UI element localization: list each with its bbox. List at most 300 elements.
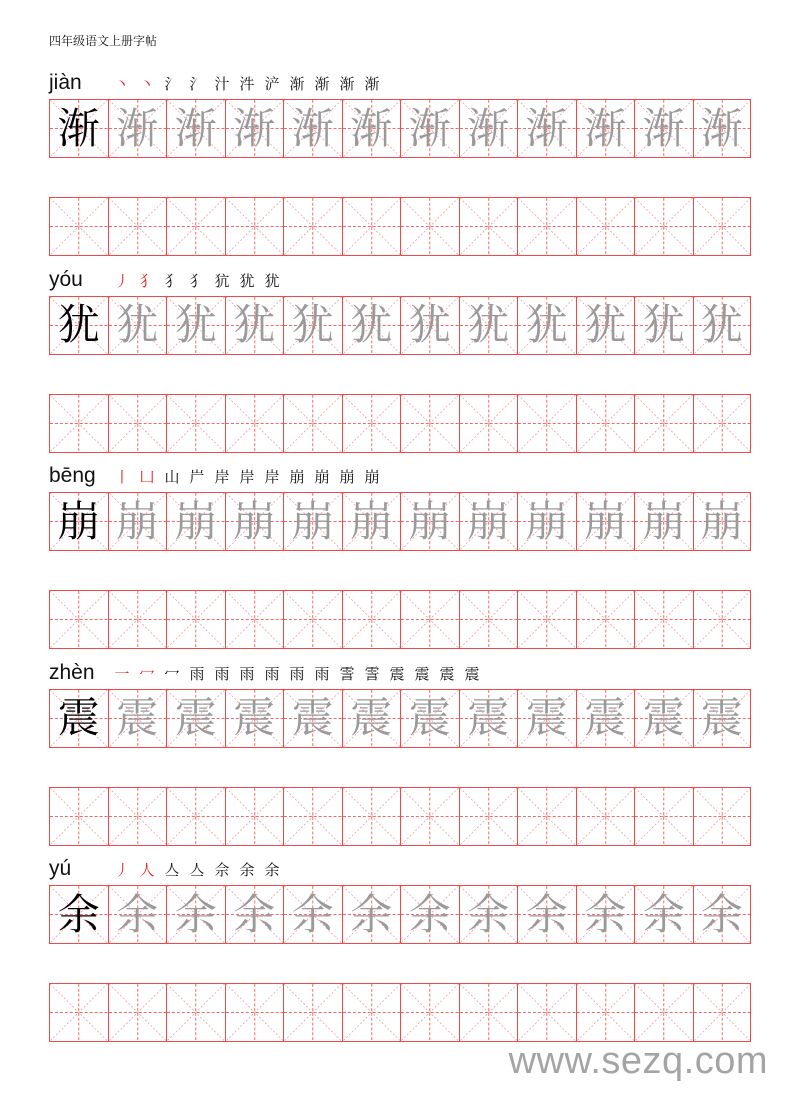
mi-grid-guide	[226, 984, 284, 1041]
grid-cell	[49, 297, 108, 354]
empty-grid-cell	[634, 395, 693, 452]
mi-grid-guide	[109, 395, 167, 452]
stroke-sequence	[111, 859, 283, 881]
practice-grid-row	[49, 590, 751, 649]
mi-grid-guide	[343, 788, 401, 845]
trace-character: 犹	[642, 300, 685, 349]
empty-grid-cell	[342, 984, 401, 1041]
grid-cell	[49, 886, 108, 943]
stroke-step: 氵	[189, 75, 205, 93]
grid-cell	[693, 100, 752, 157]
trace-character: 犹	[467, 300, 510, 349]
grid-cell	[49, 690, 108, 747]
stroke-step: 霅	[339, 664, 355, 683]
grid-cell	[693, 690, 752, 747]
tracing-grid-row	[49, 885, 751, 944]
stroke-step: 犺	[214, 271, 230, 290]
trace-character: 犹	[291, 300, 334, 349]
empty-grid-cell	[166, 395, 225, 452]
empty-grid-cell	[283, 788, 342, 845]
stroke-step: 余	[239, 861, 255, 879]
trace-character: 崩	[116, 496, 159, 546]
tracing-grid-row	[49, 99, 751, 158]
empty-grid-cell	[108, 395, 167, 452]
mi-grid-guide	[401, 984, 459, 1041]
trace-character: 崩	[525, 496, 568, 546]
stroke-order-line	[49, 65, 383, 95]
trace-character: 犹	[233, 300, 276, 349]
grid-cell	[225, 297, 284, 354]
mi-grid-guide	[577, 198, 635, 255]
stroke-step: 崩	[314, 468, 330, 486]
mi-grid-guide	[460, 591, 518, 648]
mi-grid-guide	[577, 788, 635, 845]
grid-cell	[166, 690, 225, 747]
empty-grid-cell	[49, 591, 108, 648]
grid-cell	[400, 493, 459, 550]
mi-grid-guide	[167, 788, 225, 845]
grid-cell	[108, 297, 167, 354]
mi-grid-guide	[284, 198, 342, 255]
mi-grid-guide	[518, 984, 576, 1041]
model-character: 崩	[57, 496, 100, 546]
grid-cell	[342, 886, 401, 943]
grid-cell	[166, 886, 225, 943]
empty-grid-cell	[108, 198, 167, 255]
grid-cell	[459, 100, 518, 157]
grid-cell	[693, 886, 752, 943]
grid-cell	[225, 690, 284, 747]
trace-character: 余	[584, 889, 627, 939]
grid-cell	[49, 100, 108, 157]
mi-grid-guide	[401, 591, 459, 648]
empty-grid-cell	[283, 198, 342, 255]
empty-grid-cell	[283, 984, 342, 1041]
empty-grid-cell	[225, 395, 284, 452]
empty-grid-cell	[400, 984, 459, 1041]
pinyin: bēng	[49, 464, 96, 487]
empty-grid-cell	[517, 395, 576, 452]
grid-cell	[576, 493, 635, 550]
mi-grid-guide	[518, 198, 576, 255]
stroke-step: 岸	[264, 468, 280, 486]
empty-grid-cell	[108, 788, 167, 845]
stroke-sequence	[111, 270, 283, 292]
trace-character: 犹	[116, 300, 159, 349]
empty-grid-cell	[108, 591, 167, 648]
trace-character: 崩	[291, 496, 334, 546]
empty-grid-cell	[225, 591, 284, 648]
mi-grid-guide	[50, 395, 108, 452]
trace-character: 崩	[408, 496, 451, 546]
trace-character: 崩	[350, 496, 393, 546]
grid-cell	[517, 886, 576, 943]
page-title: 四年级语文上册字帖	[49, 34, 158, 48]
grid-cell	[517, 690, 576, 747]
empty-grid-cell	[400, 395, 459, 452]
trace-character: 崩	[584, 496, 627, 546]
trace-character: 崩	[233, 496, 276, 546]
trace-character: 犹	[700, 300, 743, 349]
mi-grid-guide	[635, 395, 693, 452]
trace-character: 渐	[467, 103, 510, 153]
empty-grid-cell	[576, 591, 635, 648]
model-character: 渐	[57, 103, 100, 153]
stroke-step: 汁	[214, 75, 230, 93]
empty-grid-cell	[166, 591, 225, 648]
trace-character: 震	[408, 693, 451, 742]
tracing-grid-row	[49, 492, 751, 551]
empty-grid-cell	[693, 591, 752, 648]
mi-grid-guide	[460, 788, 518, 845]
stroke-order-line	[49, 458, 383, 488]
stroke-step: 屵	[189, 468, 205, 486]
stroke-step: 余	[264, 861, 280, 879]
trace-character: 余	[116, 889, 159, 939]
empty-grid-cell	[634, 591, 693, 648]
practice-grid-row	[49, 983, 751, 1042]
grid-cell	[693, 493, 752, 550]
mi-grid-guide	[401, 788, 459, 845]
empty-grid-cell	[225, 984, 284, 1041]
mi-grid-guide	[694, 984, 751, 1041]
stroke-step: 雨	[239, 664, 255, 683]
trace-character: 余	[700, 889, 743, 939]
mi-grid-guide	[284, 788, 342, 845]
mi-grid-guide	[694, 788, 751, 845]
mi-grid-guide	[460, 984, 518, 1041]
stroke-order-line	[49, 655, 483, 685]
tracing-grid-row	[49, 296, 751, 355]
grid-cell	[49, 493, 108, 550]
grid-cell	[108, 493, 167, 550]
grid-cell	[283, 100, 342, 157]
mi-grid-guide	[518, 591, 576, 648]
grid-cell	[634, 690, 693, 747]
empty-grid-cell	[517, 984, 576, 1041]
trace-character: 犹	[525, 300, 568, 349]
mi-grid-guide	[50, 591, 108, 648]
trace-character: 余	[642, 889, 685, 939]
stroke-sequence	[111, 663, 483, 685]
model-character: 震	[57, 693, 100, 742]
stroke-order-line	[49, 851, 283, 881]
stroke-step: 崩	[289, 468, 305, 486]
stroke-step: 亼	[164, 861, 180, 879]
stroke-step: 雨	[289, 664, 305, 683]
empty-grid-cell	[400, 788, 459, 845]
empty-grid-cell	[693, 788, 752, 845]
trace-character: 渐	[525, 103, 568, 153]
stroke-step: 岸	[239, 468, 255, 486]
empty-grid-cell	[517, 591, 576, 648]
trace-character: 余	[291, 889, 334, 939]
stroke-step: 崩	[339, 468, 355, 486]
grid-cell	[459, 886, 518, 943]
pinyin: yú	[49, 857, 72, 880]
trace-character: 余	[467, 889, 510, 939]
mi-grid-guide	[226, 591, 284, 648]
stroke-step: 震	[414, 664, 430, 683]
stroke-step: 雨	[189, 664, 205, 683]
empty-grid-cell	[576, 198, 635, 255]
trace-character: 渐	[116, 103, 159, 153]
stroke-step: 震	[464, 664, 480, 683]
mi-grid-guide	[50, 984, 108, 1041]
stroke-step: 冖	[164, 664, 180, 683]
empty-grid-cell	[634, 788, 693, 845]
model-character: 犹	[57, 300, 100, 349]
grid-cell	[634, 886, 693, 943]
stroke-sequence	[111, 466, 383, 488]
grid-cell	[342, 690, 401, 747]
trace-character: 渐	[584, 103, 627, 153]
mi-grid-guide	[694, 395, 751, 452]
mi-grid-guide	[343, 984, 401, 1041]
mi-grid-guide	[226, 395, 284, 452]
empty-grid-cell	[459, 198, 518, 255]
empty-grid-cell	[342, 395, 401, 452]
stroke-step: 丨	[114, 468, 130, 486]
stroke-step: 犹	[239, 271, 255, 290]
stroke-step: 冖	[139, 664, 155, 683]
grid-cell	[166, 297, 225, 354]
mi-grid-guide	[109, 788, 167, 845]
mi-grid-guide	[694, 198, 751, 255]
trace-character: 渐	[350, 103, 393, 153]
grid-cell	[400, 100, 459, 157]
grid-cell	[400, 886, 459, 943]
trace-character: 崩	[467, 496, 510, 546]
mi-grid-guide	[109, 198, 167, 255]
trace-character: 犹	[584, 300, 627, 349]
practice-grid-row	[49, 787, 751, 846]
trace-character: 震	[291, 693, 334, 742]
empty-grid-cell	[108, 984, 167, 1041]
mi-grid-guide	[226, 788, 284, 845]
trace-character: 犹	[174, 300, 217, 349]
trace-character: 余	[233, 889, 276, 939]
trace-character: 震	[174, 693, 217, 742]
trace-character: 渐	[700, 103, 743, 153]
stroke-step: 震	[389, 664, 405, 683]
stroke-step: 丶	[114, 75, 130, 93]
trace-character: 震	[467, 693, 510, 742]
mi-grid-guide	[167, 395, 225, 452]
trace-character: 渐	[291, 103, 334, 153]
trace-character: 渐	[233, 103, 276, 153]
stroke-step: 犭	[164, 271, 180, 290]
stroke-step: 渐	[289, 75, 305, 93]
grid-cell	[166, 100, 225, 157]
mi-grid-guide	[343, 198, 401, 255]
trace-character: 震	[350, 693, 393, 742]
model-character: 余	[57, 889, 100, 939]
stroke-step: 犹	[264, 271, 280, 290]
empty-grid-cell	[576, 788, 635, 845]
trace-character: 崩	[174, 496, 217, 546]
mi-grid-guide	[343, 395, 401, 452]
mi-grid-guide	[284, 591, 342, 648]
grid-cell	[225, 886, 284, 943]
stroke-step: 山	[164, 468, 180, 486]
mi-grid-guide	[167, 591, 225, 648]
empty-grid-cell	[283, 395, 342, 452]
practice-grid-row	[49, 197, 751, 256]
grid-cell	[400, 690, 459, 747]
stroke-step: 丶	[139, 75, 155, 93]
mi-grid-guide	[109, 591, 167, 648]
grid-cell	[283, 690, 342, 747]
pinyin: zhèn	[49, 660, 95, 684]
stroke-step: 犭	[139, 271, 155, 290]
mi-grid-guide	[694, 591, 751, 648]
mi-grid-guide	[343, 591, 401, 648]
grid-cell	[459, 493, 518, 550]
grid-cell	[634, 100, 693, 157]
mi-grid-guide	[284, 984, 342, 1041]
grid-cell	[634, 297, 693, 354]
grid-cell	[576, 100, 635, 157]
pinyin: jiàn	[49, 71, 82, 94]
empty-grid-cell	[693, 395, 752, 452]
trace-character: 震	[642, 693, 685, 742]
empty-grid-cell	[634, 198, 693, 255]
mi-grid-guide	[50, 198, 108, 255]
grid-cell	[517, 297, 576, 354]
grid-cell	[166, 493, 225, 550]
grid-cell	[517, 493, 576, 550]
stroke-step: 丿	[114, 861, 130, 879]
mi-grid-guide	[635, 788, 693, 845]
grid-cell	[225, 100, 284, 157]
stroke-step: 雨	[214, 664, 230, 683]
trace-character: 渐	[174, 103, 217, 153]
grid-cell	[108, 100, 167, 157]
mi-grid-guide	[109, 984, 167, 1041]
stroke-step: 佘	[214, 861, 230, 879]
empty-grid-cell	[342, 591, 401, 648]
stroke-step: 雨	[314, 664, 330, 683]
grid-cell	[634, 493, 693, 550]
stroke-step: 丿	[114, 271, 130, 290]
stroke-step: 岸	[214, 468, 230, 486]
stroke-step: 渐	[339, 75, 355, 93]
grid-cell	[693, 297, 752, 354]
trace-character: 震	[584, 693, 627, 742]
stroke-order-line	[49, 262, 283, 292]
trace-character: 崩	[642, 496, 685, 546]
stroke-step: 犭	[189, 271, 205, 290]
mi-grid-guide	[460, 395, 518, 452]
mi-grid-guide	[635, 198, 693, 255]
trace-character: 余	[350, 889, 393, 939]
grid-cell	[108, 886, 167, 943]
stroke-step: 亼	[189, 861, 205, 879]
mi-grid-guide	[577, 984, 635, 1041]
stroke-step: 渐	[314, 75, 330, 93]
empty-grid-cell	[342, 788, 401, 845]
empty-grid-cell	[693, 198, 752, 255]
stroke-step: 一	[114, 664, 130, 683]
mi-grid-guide	[401, 395, 459, 452]
grid-cell	[108, 690, 167, 747]
stroke-step: 氵	[164, 75, 180, 93]
stroke-step: 震	[439, 664, 455, 683]
mi-grid-guide	[401, 198, 459, 255]
stroke-step: 人	[139, 861, 155, 879]
empty-grid-cell	[400, 198, 459, 255]
trace-character: 渐	[408, 103, 451, 153]
grid-cell	[342, 493, 401, 550]
trace-character: 余	[525, 889, 568, 939]
practice-grid-row	[49, 394, 751, 453]
empty-grid-cell	[49, 198, 108, 255]
trace-character: 震	[700, 693, 743, 742]
empty-grid-cell	[225, 198, 284, 255]
stroke-step: 霅	[364, 664, 380, 683]
trace-character: 震	[525, 693, 568, 742]
grid-cell	[342, 100, 401, 157]
empty-grid-cell	[49, 395, 108, 452]
mi-grid-guide	[577, 395, 635, 452]
empty-grid-cell	[459, 984, 518, 1041]
grid-cell	[459, 297, 518, 354]
grid-cell	[283, 297, 342, 354]
mi-grid-guide	[226, 198, 284, 255]
pinyin: yóu	[49, 267, 83, 291]
stroke-step: 浐	[264, 75, 280, 93]
empty-grid-cell	[49, 984, 108, 1041]
empty-grid-cell	[342, 198, 401, 255]
grid-cell	[400, 297, 459, 354]
trace-character: 崩	[700, 496, 743, 546]
mi-grid-guide	[167, 984, 225, 1041]
trace-character: 犹	[350, 300, 393, 349]
mi-grid-guide	[635, 984, 693, 1041]
empty-grid-cell	[225, 788, 284, 845]
stroke-sequence	[111, 73, 383, 95]
mi-grid-guide	[518, 395, 576, 452]
stroke-step: 凵	[139, 468, 155, 486]
empty-grid-cell	[693, 984, 752, 1041]
mi-grid-guide	[284, 395, 342, 452]
mi-grid-guide	[577, 591, 635, 648]
empty-grid-cell	[576, 984, 635, 1041]
empty-grid-cell	[634, 984, 693, 1041]
trace-character: 余	[408, 889, 451, 939]
grid-cell	[576, 886, 635, 943]
trace-character: 犹	[408, 300, 451, 349]
mi-grid-guide	[460, 198, 518, 255]
grid-cell	[283, 886, 342, 943]
mi-grid-guide	[167, 198, 225, 255]
grid-cell	[459, 690, 518, 747]
empty-grid-cell	[283, 591, 342, 648]
empty-grid-cell	[166, 198, 225, 255]
trace-character: 渐	[642, 103, 685, 153]
grid-cell	[576, 690, 635, 747]
empty-grid-cell	[459, 395, 518, 452]
trace-character: 震	[116, 693, 159, 742]
empty-grid-cell	[517, 198, 576, 255]
trace-character: 震	[233, 693, 276, 742]
empty-grid-cell	[459, 788, 518, 845]
empty-grid-cell	[166, 984, 225, 1041]
grid-cell	[342, 297, 401, 354]
stroke-step: 崩	[364, 468, 380, 486]
grid-cell	[283, 493, 342, 550]
